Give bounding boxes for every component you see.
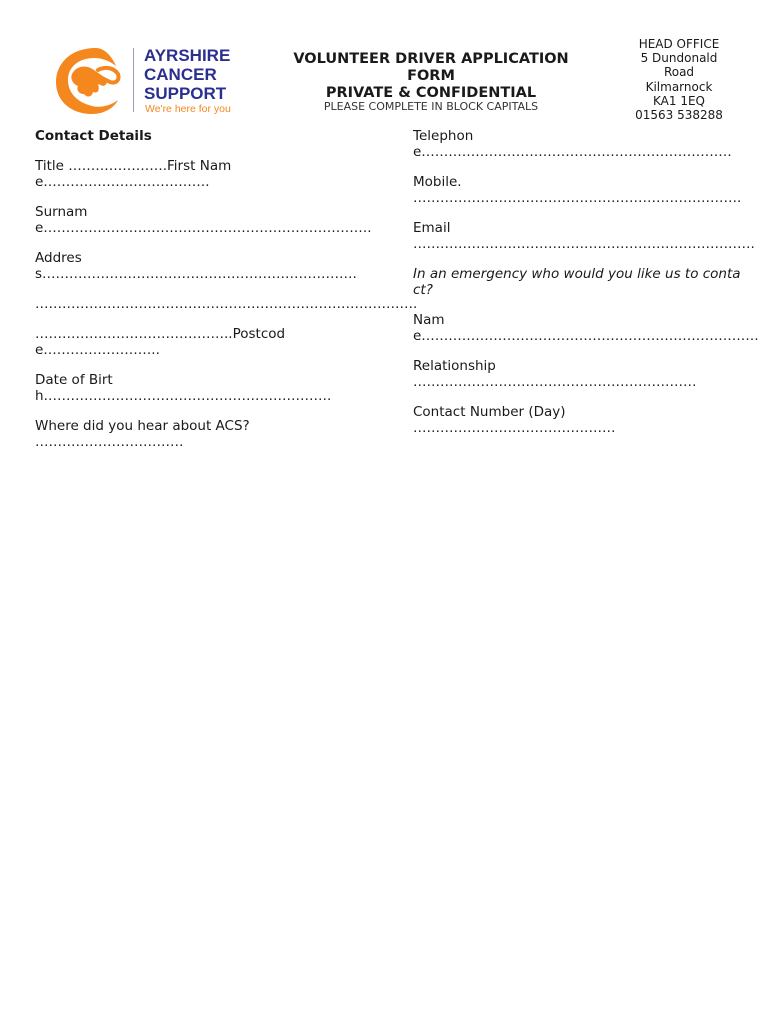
head-office-address (628, 37, 730, 123)
date-of-birth-field[interactable]: Date of Birth………………………………………………………. (35, 372, 332, 404)
mobile-field[interactable]: Mobile. ………………………………………………………………. (413, 174, 742, 206)
email-field[interactable]: Email …………………………………………………………………. (413, 220, 755, 252)
logo-line: CANCER (144, 65, 217, 84)
contact-numbers-column (413, 128, 759, 436)
telephone-field[interactable]: Telephone…………………………………………………………… (413, 128, 732, 160)
logo-wordmark (144, 46, 230, 103)
surname-field[interactable]: Surname………………………………………………………………. (35, 204, 372, 236)
contact-details-column (35, 128, 418, 450)
relationship-field[interactable]: Relationship ……………………………………………………… (413, 358, 697, 390)
logo-tagline: We're here for you (145, 103, 231, 115)
logo-line: AYRSHIRE (144, 46, 231, 65)
office-line: Road (663, 65, 695, 80)
title-line: VOLUNTEER DRIVER APPLICATION (293, 51, 569, 67)
emergency-name-field[interactable]: Name………………………………………………………………… (413, 312, 759, 344)
title-firstname-field[interactable]: Title ………………….First Name………………………………. (35, 158, 232, 190)
logo (54, 44, 244, 116)
emergency-contact-heading: In an emergency who would you like us to contact? (413, 266, 741, 298)
postcode-field[interactable]: ……………………………………..Postcode…………………….. (35, 326, 286, 358)
title-line: PRIVATE & CONFIDENTIAL (325, 85, 537, 101)
office-line: Kilmarnock (645, 79, 713, 94)
address-field[interactable]: Address……………………………………………………………. (35, 250, 357, 282)
logo-line: SUPPORT (144, 84, 227, 103)
contact-details-heading: Contact Details (35, 128, 152, 144)
title-line: FORM (407, 68, 455, 84)
hands-heart-icon (54, 44, 132, 116)
office-line: KA1 1EQ (653, 93, 705, 108)
logo-divider (133, 48, 134, 112)
contact-number-day-field[interactable]: Contact Number (Day) ……………………………………… (413, 404, 616, 436)
office-line: HEAD OFFICE (638, 37, 720, 51)
hear-about-acs-field[interactable]: Where did you hear about ACS? …………………………… (35, 418, 250, 450)
form-title (278, 51, 584, 102)
form-subtitle: PLEASE COMPLETE IN BLOCK CAPITALS (323, 100, 539, 113)
office-line: 5 Dundonald (640, 51, 718, 66)
office-line: 01563 538288 (635, 108, 723, 123)
address-line2-field[interactable]: …………………………………………………………………………. (35, 296, 418, 312)
